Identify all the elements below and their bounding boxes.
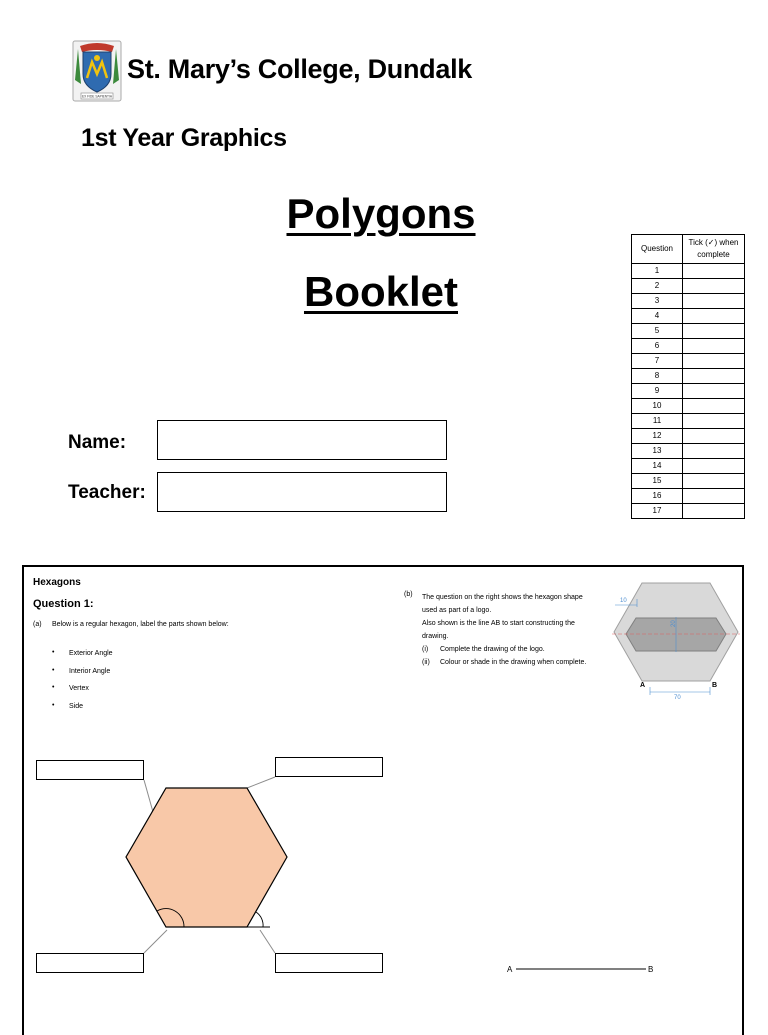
- part-b-line: drawing.: [422, 633, 449, 640]
- exterior-angle-arc: [256, 912, 263, 927]
- label-answer-box[interactable]: [36, 760, 144, 780]
- question-number-cell: 7: [632, 354, 683, 369]
- leader-line: [144, 780, 153, 812]
- label-answer-box[interactable]: [275, 757, 383, 777]
- logo-dim-base: 70: [674, 695, 681, 701]
- checklist-header-tick: Tick (✓) when complete: [683, 235, 745, 264]
- name-label: Name:: [68, 432, 127, 453]
- question-number-cell: 10: [632, 399, 683, 414]
- part-b-line: used as part of a logo.: [422, 607, 492, 614]
- label-answer-box[interactable]: [275, 953, 383, 973]
- part-b-line: Also shown is the line AB to start constructing the: [422, 620, 575, 627]
- course-title: 1st Year Graphics: [81, 124, 287, 152]
- logo-dim-height: 20: [671, 620, 677, 627]
- line-point-b: B: [648, 965, 654, 974]
- list-item: • Interior Angle: [52, 668, 113, 686]
- teacher-label: Teacher:: [68, 482, 146, 503]
- list-item: • Vertex: [52, 685, 113, 703]
- question-number-cell: 16: [632, 489, 683, 504]
- crest-motto: EX FIDE SAPIENTIA: [82, 94, 112, 99]
- question-number-cell: 8: [632, 369, 683, 384]
- sub-task-mark: (i): [422, 646, 429, 653]
- regular-hexagon: [126, 788, 287, 927]
- checklist-header-question: Question: [632, 235, 683, 264]
- question-number-cell: 1: [632, 264, 683, 279]
- booklet-title-line2: Booklet: [303, 268, 458, 315]
- question-number-cell: 12: [632, 429, 683, 444]
- section-title: Hexagons: [33, 577, 81, 588]
- question-number-cell: 13: [632, 444, 683, 459]
- question-number-cell: 4: [632, 309, 683, 324]
- question-number-cell: 3: [632, 294, 683, 309]
- question-number-cell: 2: [632, 279, 683, 294]
- logo-point-a: A: [640, 682, 646, 689]
- question-number-cell: 14: [632, 459, 683, 474]
- question-title: Question 1:: [33, 598, 94, 610]
- logo-dim-top: 10: [620, 598, 627, 604]
- part-b-mark: (b): [404, 591, 413, 598]
- part-a-mark: (a): [33, 621, 42, 628]
- part-b-line: The question on the right shows the hexagon shape: [422, 594, 583, 601]
- booklet-title-line1: Polygons: [286, 190, 476, 237]
- question-number-cell: 6: [632, 339, 683, 354]
- sub-task-text: Colour or shade in the drawing when complete.: [440, 659, 587, 666]
- leader-line: [260, 930, 275, 953]
- line-point-a: A: [507, 965, 513, 974]
- question-number-cell: 9: [632, 384, 683, 399]
- college-name: St. Mary’s College, Dundalk: [127, 54, 472, 84]
- leader-line: [144, 930, 167, 953]
- logo-point-b: B: [712, 682, 718, 689]
- leader-line: [247, 777, 275, 788]
- list-item: • Side: [52, 703, 113, 721]
- question-number-cell: 17: [632, 504, 683, 519]
- question-number-cell: 11: [632, 414, 683, 429]
- question-number-cell: 15: [632, 474, 683, 489]
- sub-task-text: Complete the drawing of the logo.: [440, 646, 545, 653]
- question-number-cell: 5: [632, 324, 683, 339]
- list-item: • Exterior Angle: [52, 650, 113, 668]
- sub-task-mark: (ii): [422, 659, 430, 666]
- part-a-instruction: Below is a regular hexagon, label the parts shown below:: [52, 621, 229, 628]
- logo-reference-drawing: [612, 577, 744, 705]
- label-answer-box[interactable]: [36, 953, 144, 973]
